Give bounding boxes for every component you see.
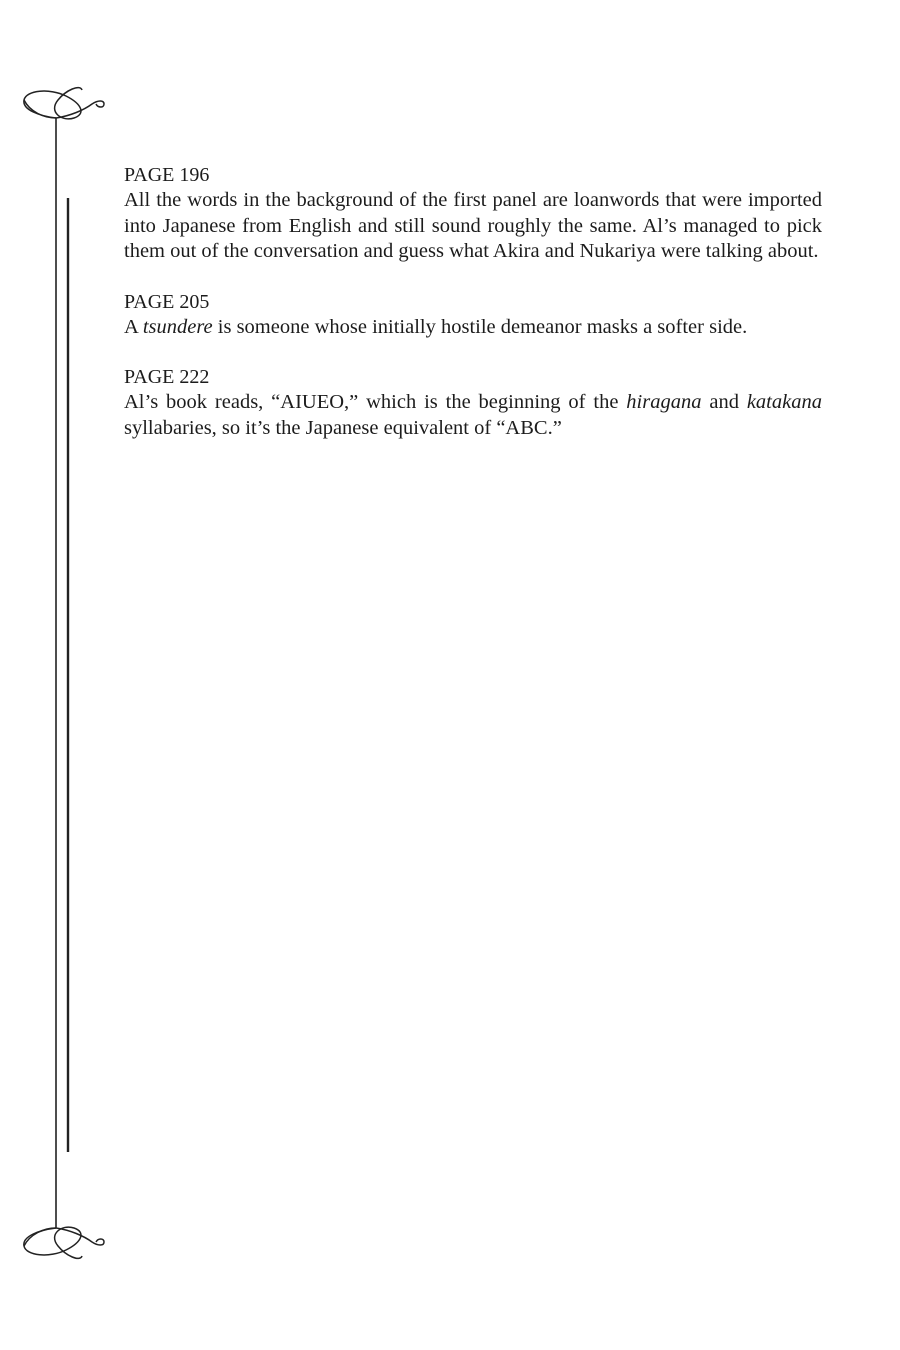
note-body (124, 390, 822, 441)
note-text-italic: katakana (746, 391, 822, 413)
note-text: is someone whose initially hostile demeanor masks a softer side. (212, 315, 748, 338)
note-body (124, 315, 822, 341)
note-text: A (124, 315, 143, 338)
note-heading: PAGE 222 (124, 366, 210, 388)
note-text: All the words in the background of the first panel are loanwords that were imported into Japanese from English and still sound roughly the same. Al’s managed to pick them out of the conversation and guess what Akira and Nukariya were talking about. (124, 189, 822, 262)
note-text-italic: tsundere (142, 315, 213, 338)
note-body (124, 188, 822, 265)
note-text: Al’s book reads, “AIUEO,” which is the beginning of the (124, 391, 627, 413)
notes-content (124, 162, 822, 465)
flourish-top-icon (24, 88, 104, 119)
note-heading: PAGE 196 (124, 164, 210, 186)
note-page-222 (124, 364, 822, 441)
note-heading: PAGE 205 (124, 290, 210, 313)
note-page-205 (124, 289, 822, 341)
note-text: and (701, 391, 747, 413)
note-page-196 (124, 162, 822, 265)
flourish-bottom-icon (24, 1227, 104, 1258)
note-text: syllabaries, so it’s the Japanese equivalent of “ABC.” (124, 416, 562, 439)
note-text-italic: hiragana (626, 391, 702, 413)
